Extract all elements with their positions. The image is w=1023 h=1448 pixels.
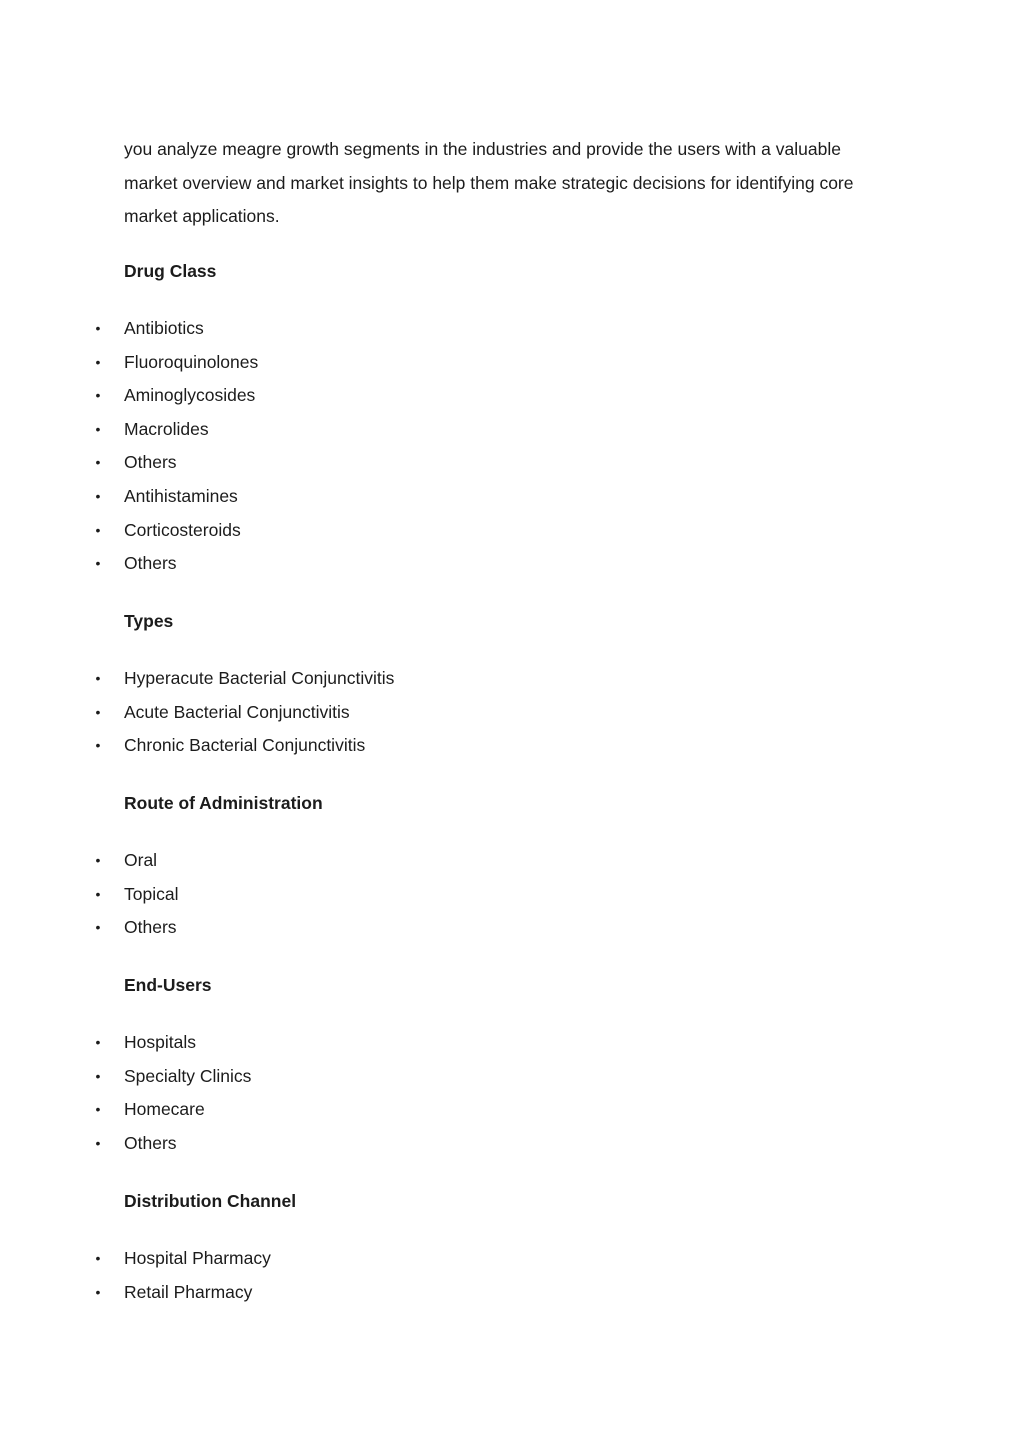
list-item-label: Antibiotics: [124, 318, 204, 338]
section-heading-end-users: End-Users: [124, 975, 212, 995]
list-item-label: Others: [124, 553, 177, 574]
bullet-icon: •: [95, 387, 101, 404]
intro-line: you analyze meagre growth segments in the industries and provide the users with a valuable: [124, 139, 841, 159]
list-item-label: Chronic Bacterial Conjunctivitis: [124, 735, 366, 756]
bullet-icon: •: [95, 703, 101, 720]
bullet-icon: •: [95, 852, 101, 868]
intro-paragraph: [124, 133, 904, 234]
bullet-icon: •: [95, 737, 101, 754]
list-item-label: Hospitals: [124, 1032, 196, 1052]
list-item-label: Hospital Pharmacy: [124, 1248, 271, 1268]
bullet-icon: •: [95, 919, 101, 936]
list-item-label: Specialty Clinics: [124, 1065, 252, 1086]
list-item-label: Acute Bacterial Conjunctivitis: [124, 701, 350, 722]
bullet-icon: •: [95, 1067, 101, 1084]
section-heading-drug-class: Drug Class: [124, 261, 217, 281]
bullet-icon: •: [95, 1283, 101, 1300]
section-heading-types: Types: [124, 611, 174, 631]
bullet-icon: •: [95, 1101, 101, 1118]
bullet-icon: •: [95, 521, 101, 538]
list-item-label: Antihistamines: [124, 485, 238, 506]
bullet-icon: •: [95, 487, 101, 504]
list-item-label: Others: [124, 917, 177, 938]
list-item-label: Oral: [124, 850, 158, 870]
list-item-label: Hyperacute Bacterial Conjunctivitis: [124, 668, 395, 688]
intro-line: market applications.: [124, 206, 280, 227]
list-item-label: Macrolides: [124, 418, 209, 439]
bullet-icon: •: [95, 1250, 101, 1266]
intro-line: market overview and market insights to help them make strategic decisions for identifying core: [124, 172, 854, 193]
bullet-icon: •: [95, 1034, 101, 1050]
section-heading-route-of-administration: Route of Administration: [124, 793, 323, 813]
bullet-icon: •: [95, 353, 101, 370]
list-item-label: Homecare: [124, 1099, 205, 1120]
bullet-icon: •: [95, 320, 101, 336]
bullet-icon: •: [95, 670, 101, 686]
list-item-label: Aminoglycosides: [124, 385, 256, 406]
list-item-label: Topical: [124, 883, 179, 904]
bullet-icon: •: [95, 1134, 101, 1151]
bullet-icon: •: [95, 454, 101, 471]
list-item-label: Others: [124, 452, 177, 473]
bullet-icon: •: [95, 555, 101, 572]
section-heading-distribution-channel: Distribution Channel: [124, 1191, 297, 1211]
bullet-icon: •: [95, 885, 101, 902]
list-item-label: Fluoroquinolones: [124, 351, 259, 372]
list-item-label: Others: [124, 1132, 177, 1153]
bullet-icon: •: [95, 420, 101, 437]
list-item-label: Retail Pharmacy: [124, 1281, 253, 1302]
list-item-label: Corticosteroids: [124, 519, 241, 540]
